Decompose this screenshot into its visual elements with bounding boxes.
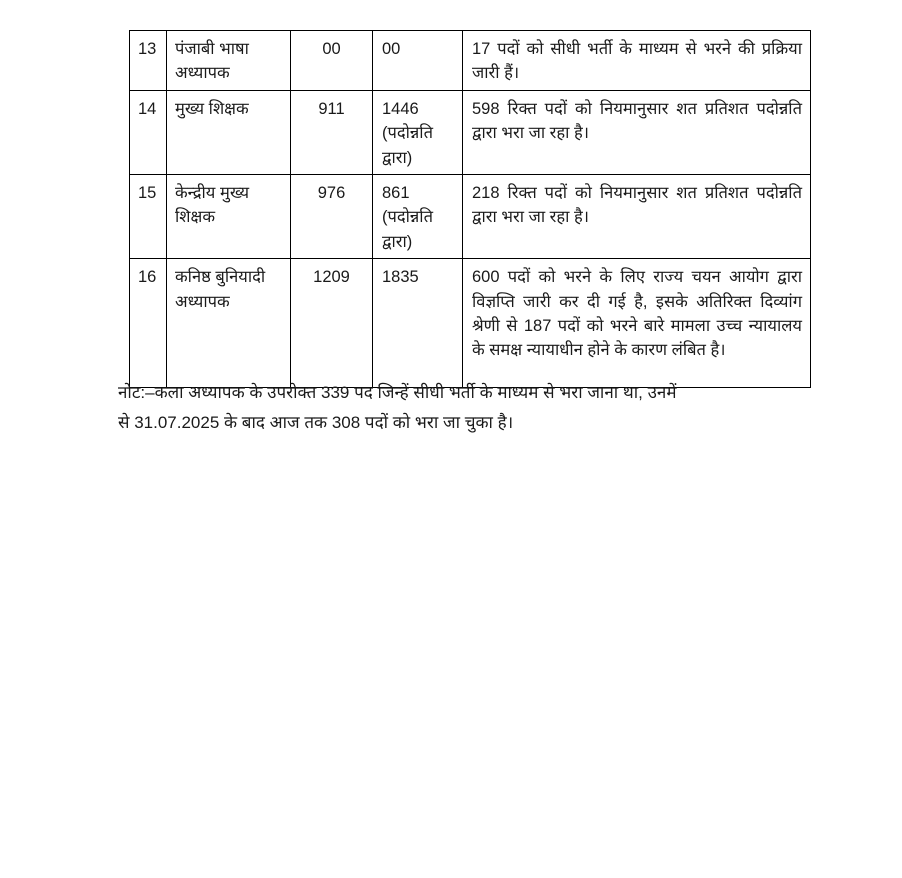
cell-vacant-posts	[373, 175, 463, 259]
cell-remarks	[463, 90, 811, 174]
vacant-note: (पदोन्नति द्वारा)	[382, 208, 433, 251]
cell-serial-number: 13	[130, 31, 167, 91]
cell-remarks	[463, 175, 811, 259]
remarks-text: 17 पदों को सीधी भर्ती के माध्यम से भरने की	[472, 40, 755, 58]
table-row	[130, 259, 811, 388]
cell-serial-number: 14	[130, 90, 167, 174]
remarks-text: 598 रिक्त पदों को नियमानुसार शत प्रतिशत	[472, 99, 749, 118]
cell-remarks	[463, 31, 811, 91]
cell-post-name: मुख्य शिक्षक	[167, 90, 291, 174]
remarks-text: 218 रिक्त पदों को नियमानुसार शत प्रतिशत	[472, 184, 749, 203]
cell-post-name: पंजाबी भाषा अध्यापक	[167, 31, 291, 91]
table-row	[130, 90, 811, 174]
vacant-count: 1835	[382, 268, 419, 287]
cell-sanctioned-posts: 1209	[291, 259, 373, 388]
footer-note	[118, 378, 818, 439]
remarks-text-last-line: प्रक्रिया जारी हैं।	[472, 40, 802, 83]
cell-sanctioned-posts: 976	[291, 175, 373, 259]
vacant-count: 1446	[382, 99, 419, 118]
cell-vacant-posts	[373, 259, 463, 388]
cell-serial-number: 15	[130, 175, 167, 259]
vacant-count: 861	[382, 184, 410, 203]
note-line-2: से 31.07.2025 के बाद आज तक 308 पदों को भरा जा चुका है।	[118, 413, 514, 433]
cell-vacant-posts	[373, 90, 463, 174]
cell-post-name: कनिष्ठ बुनियादी अध्यापक	[167, 259, 291, 388]
remarks-text: 600 पदों को भरने के लिए राज्य चयन आयोग द्वारा विज्ञप्ति जारी कर दी गई है, इसके अतिरिक्त दिव्यांग श्रेणी से 187 पदों को भरने बारे मामला उच्च न्यायालय के समक्ष न्यायाधीन	[472, 268, 802, 360]
vacancy-table	[129, 30, 811, 388]
remarks-text-last-line: पदोन्नति द्वारा भरा जा रहा है।	[472, 184, 802, 227]
remarks-text-last-line: होने के कारण लंबित है।	[587, 341, 726, 360]
vacant-count: 00	[382, 40, 401, 58]
table-body	[130, 31, 811, 388]
cell-sanctioned-posts: 00	[291, 31, 373, 91]
remarks-text-last-line: पदोन्नति द्वारा भरा जा रहा है।	[472, 99, 802, 143]
table-row	[130, 175, 811, 259]
note-line-1: नोट:–कला अध्यापक के उपरोक्त 339 पद जिन्हें सीधी भर्ती के माध्यम से भरा जाना था, उनमें	[118, 383, 677, 402]
cell-remarks	[463, 259, 811, 388]
table-row	[130, 31, 811, 91]
cell-post-name: केन्द्रीय मुख्य शिक्षक	[167, 175, 291, 259]
cell-vacant-posts	[373, 31, 463, 91]
cell-sanctioned-posts: 911	[291, 90, 373, 174]
cell-serial-number: 16	[130, 259, 167, 388]
vacant-note: (पदोन्नति द्वारा)	[382, 124, 433, 167]
